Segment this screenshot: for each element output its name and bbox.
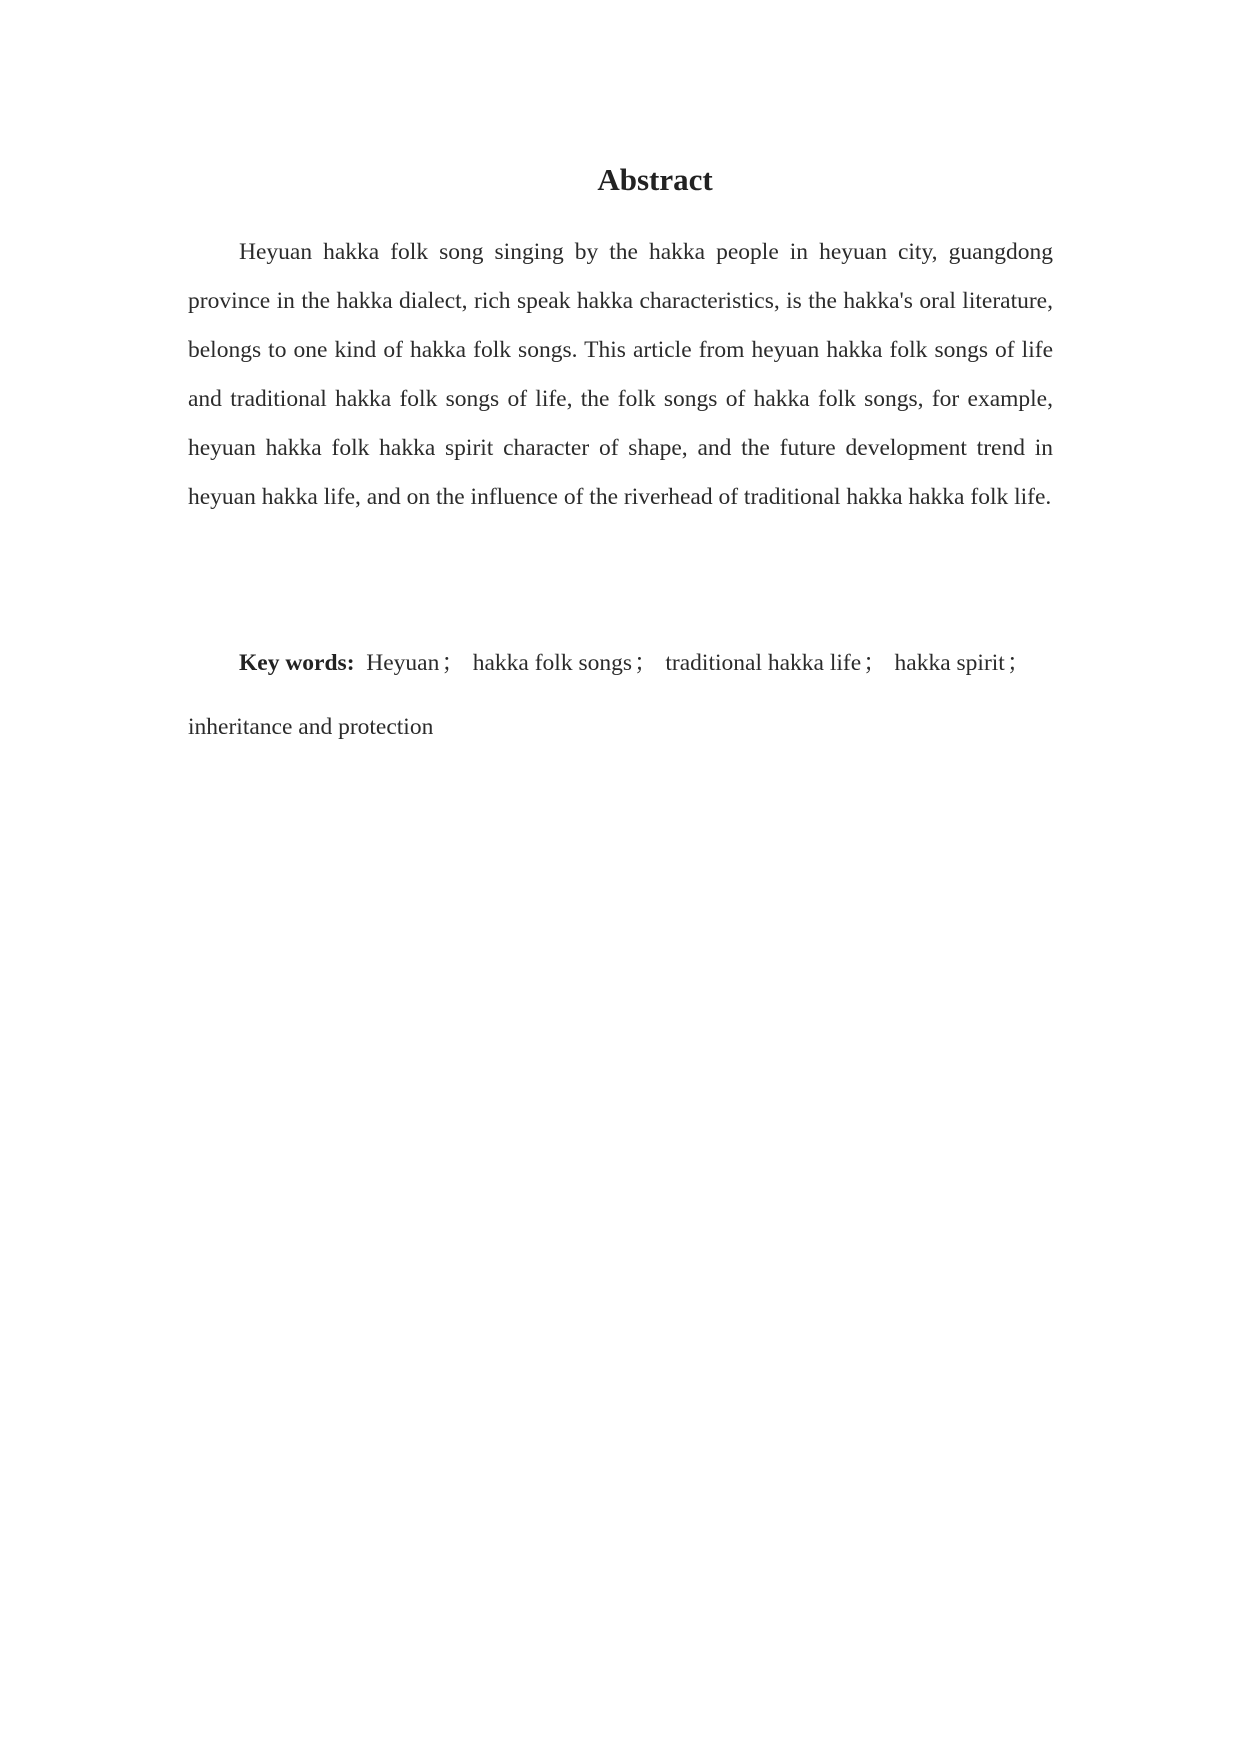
- keywords-paragraph: [188, 631, 1053, 759]
- keyword-separator: ；: [1006, 650, 1031, 676]
- abstract-body: Heyuan hakka folk song singing by the hakka people in heyuan city, guangdong province in the hakka dialect, rich speak hakka characteristics, is the hakka's oral literature, belongs to one kind of hakka folk songs. This article from heyuan hakka folk songs of life and traditional hakka folk songs of life, the folk songs of hakka folk songs, for example, heyuan hakka folk hakka spirit character of shape, and the future development trend in heyuan hakka life, and on the influence of the riverhead of traditional hakka hakka folk life.: [188, 239, 1053, 510]
- keyword-item: Heyuan: [366, 650, 440, 676]
- keyword-item: hakka folk songs: [472, 650, 633, 676]
- keyword-item: inheritance and protection: [188, 714, 434, 740]
- keyword-item: traditional hakka life: [665, 650, 862, 676]
- keyword-separator: ；: [863, 650, 887, 676]
- keywords-label: Key words:: [239, 650, 355, 676]
- keyword-item: hakka spirit: [894, 650, 1005, 676]
- abstract-title: Abstract: [597, 162, 713, 197]
- keyword-separator: ；: [441, 650, 465, 676]
- keyword-separator: ；: [634, 650, 658, 676]
